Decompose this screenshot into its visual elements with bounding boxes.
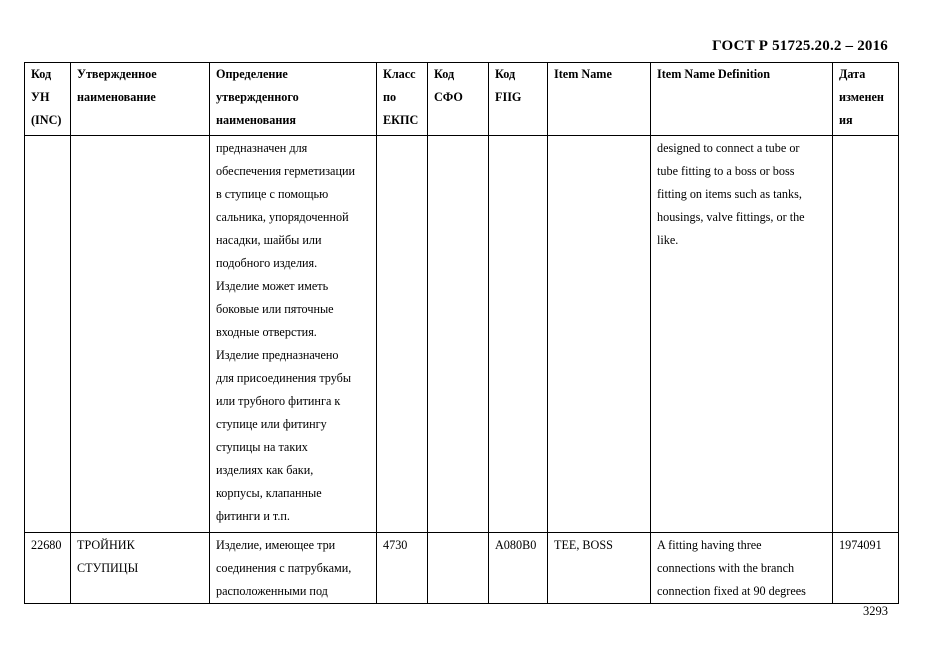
- table-row: [25, 533, 899, 604]
- cell-date: 1974091: [833, 533, 899, 604]
- col-header-definition: Определение утвержденного наименования: [210, 63, 377, 136]
- col-header-class: Класс по ЕКПС: [377, 63, 428, 136]
- cell-definition: предназначен для обеспечения герметизации в ступице с помощью сальника, упорядоченной насадки, шайбы или подобного изделия. Изделие может иметь боковые или пяточные входные отверстия. Изделие предназначено для присоединения трубы или трубного фитинга к ступице или фитингу ступицы на таких изделиях как баки, корпусы, клапанные фитинги и т.п.: [210, 136, 377, 533]
- col-header-sfo: Код СФО: [428, 63, 489, 136]
- cell-class: [377, 136, 428, 533]
- cell-date: [833, 136, 899, 533]
- col-header-name: Утвержденное наименование: [71, 63, 210, 136]
- cell-sfo: [428, 533, 489, 604]
- cell-name: ТРОЙНИК СТУПИЦЫ: [71, 533, 210, 604]
- cell-item-name: TEE, BOSS: [548, 533, 651, 604]
- col-header-item-definition: Item Name Definition: [651, 63, 833, 136]
- document-title: ГОСТ Р 51725.20.2 – 2016: [712, 38, 888, 54]
- cell-class: 4730: [377, 533, 428, 604]
- cell-name: [71, 136, 210, 533]
- cell-fiig: [489, 136, 548, 533]
- col-header-item-name: Item Name: [548, 63, 651, 136]
- cell-fiig: A080B0: [489, 533, 548, 604]
- col-header-fiig: Код FIIG: [489, 63, 548, 136]
- table-row: [25, 136, 899, 533]
- cell-definition: Изделие, имеющее три соединения с патрубками, расположенными под: [210, 533, 377, 604]
- data-table: [24, 62, 899, 604]
- col-header-code: Код УН (INC): [25, 63, 71, 136]
- col-header-date: Дата изменен ия: [833, 63, 899, 136]
- page-number: 3293: [863, 604, 888, 618]
- cell-sfo: [428, 136, 489, 533]
- cell-item-definition: A fitting having three connections with the branch connection fixed at 90 degrees: [651, 533, 833, 604]
- cell-item-name: [548, 136, 651, 533]
- table-header-row: [25, 63, 899, 136]
- cell-code: 22680: [25, 533, 71, 604]
- cell-code: [25, 136, 71, 533]
- cell-item-definition: designed to connect a tube or tube fitting to a boss or boss fitting on items such as tanks, housings, valve fittings, or the like.: [651, 136, 833, 533]
